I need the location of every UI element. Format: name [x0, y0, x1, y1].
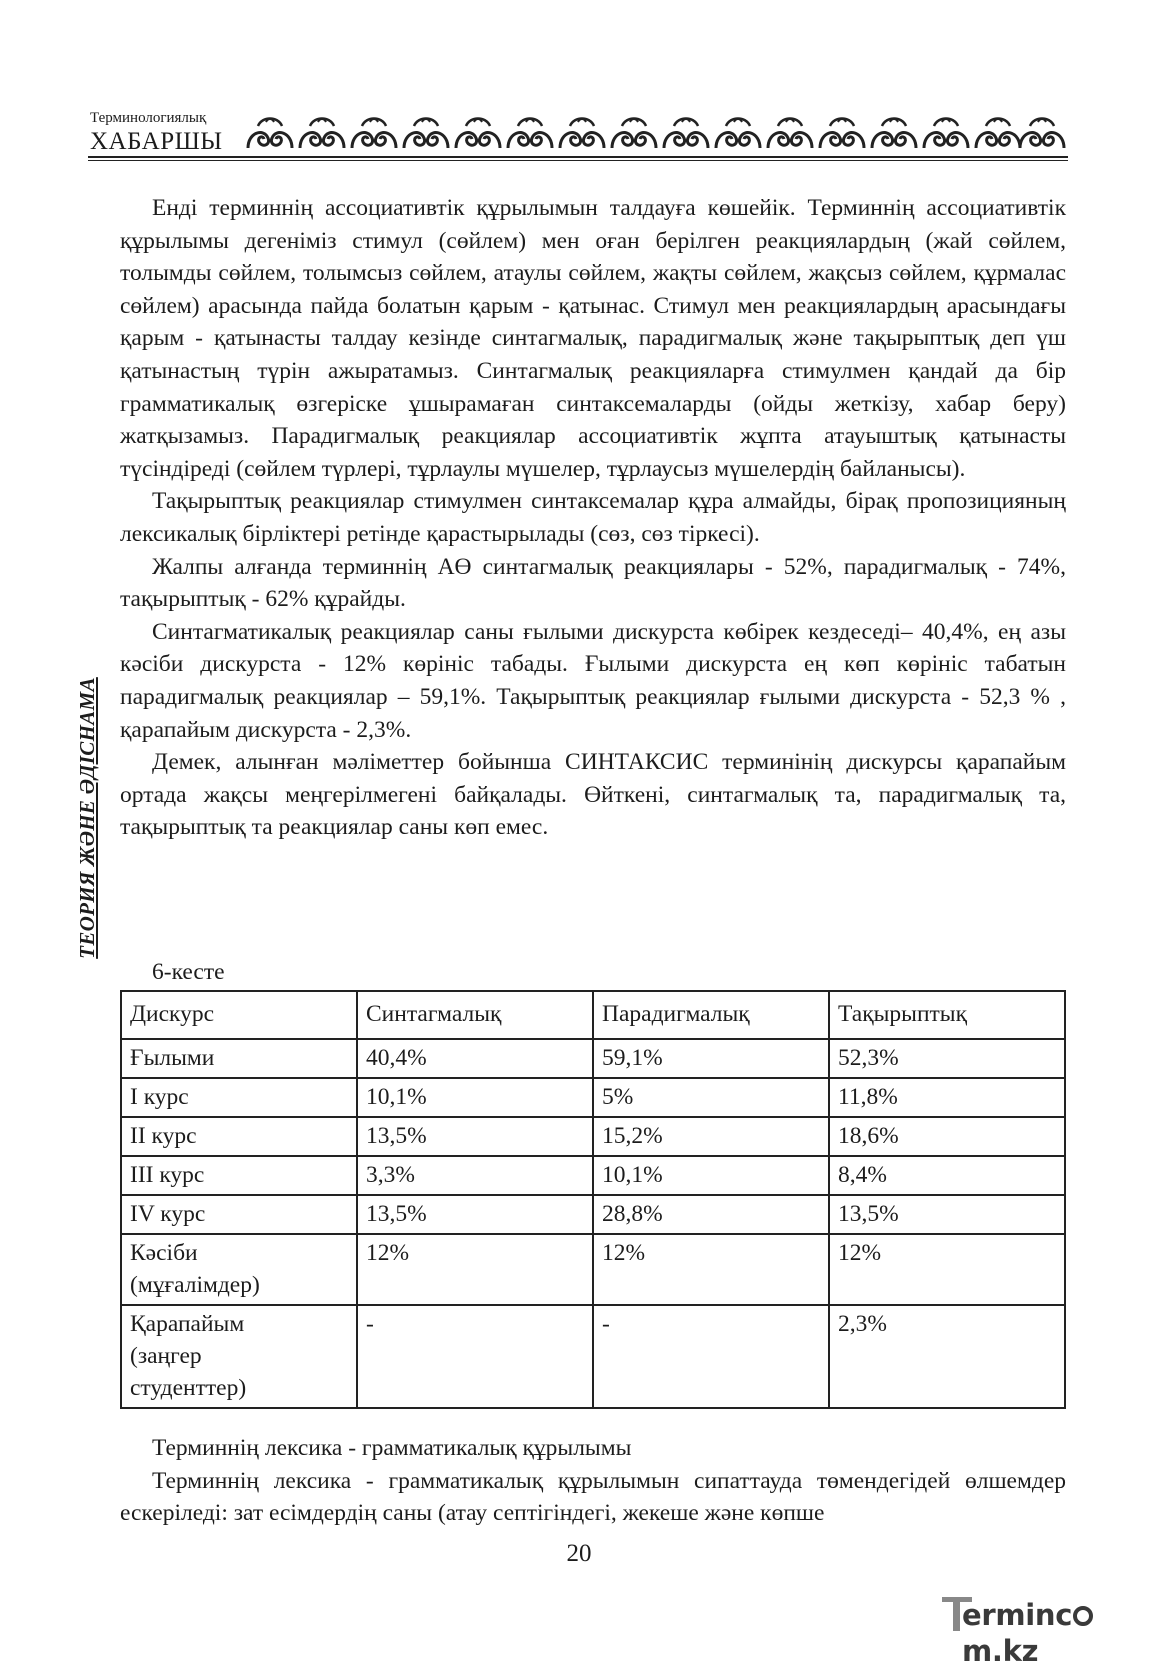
table-row: [121, 1156, 1065, 1195]
table-row: [121, 1039, 1065, 1078]
article-body: [120, 192, 1066, 844]
paragraph: Тақырыптық реакциялар стимулмен синтаксемалар құра алмайды, бірақ пропозицияның лексикалық бірліктері ретінде қарастырылады (сөз, сөз тіркесі).: [120, 488, 1066, 547]
paragraph: Демек, алынған мәліметтер бойынша СИНТАКСИС терминінің дискурсы қарапайым ортада жақсы меңгерілмегені байқалады. Өйткені, синтагмалық та, парадигмалық та, тақырыптық та реакциялар саны көп емес.: [120, 749, 1066, 841]
table-cell: 13,5%: [357, 1117, 593, 1156]
table-cell: 2,3%: [829, 1305, 1065, 1408]
table-cell: 18,6%: [829, 1117, 1065, 1156]
ornament-border-icon: [244, 112, 1068, 154]
table-header-cell: Синтагмалық: [357, 991, 593, 1039]
table-row: [121, 1305, 1065, 1408]
table-caption: 6-кесте: [152, 959, 225, 985]
table-cell: 3,3%: [357, 1156, 593, 1195]
table-cell: 12%: [829, 1234, 1065, 1305]
logo-t-stem: [953, 1601, 960, 1631]
paragraph: Жалпы алғанда терминнің АӨ синтагмалық реакциялары - 52%, парадигмалық - 74%, тақырыптық - 62% құрайды.: [120, 553, 1066, 613]
paragraph: Терминнің лексика - грамматикалық құрылымын сипаттауда төмендегідей өлшемдер ескеріледі: зат есімдердің саны (атау септігіндегі, жекеше және көпше: [120, 1467, 1066, 1527]
table-cell: 8,4%: [829, 1156, 1065, 1195]
table-cell: 59,1%: [593, 1039, 829, 1078]
table-cell: Кәсіби (мұғалімдер): [121, 1234, 357, 1305]
data-table: [120, 990, 1066, 1409]
paragraph: Синтагматикалық реакциялар саны ғылыми дискурста көбірек кездеседі– 40,4%, ең азы кәсіби дискурста - 12% көрініс табады. Ғылыми дискурста ең көп көрініс табатын парадигмалық реакциялар – 59,1%. Тақырыптық реакциялар ғылыми дискурста - 52,3 % , қарапайым дискурста - 2,3%.: [120, 618, 1066, 743]
table-cell: ІІІ курс: [121, 1156, 357, 1195]
table-cell: 28,8%: [593, 1195, 829, 1234]
table-cell: -: [357, 1305, 593, 1408]
table-cell: Қарапайым (заңгер студенттер): [121, 1305, 357, 1408]
site-logo: [942, 1597, 1154, 1668]
section-heading: Терминнің лексика - грамматикалық құрылымы: [152, 1435, 632, 1461]
article-body-continued: [120, 1432, 1066, 1530]
table-row: [121, 1117, 1065, 1156]
table-cell: 12%: [593, 1234, 829, 1305]
table-row: [121, 1234, 1065, 1305]
table-cell: 13,5%: [829, 1195, 1065, 1234]
header-rule: [88, 156, 1068, 158]
table-cell: І курс: [121, 1078, 357, 1117]
table-cell: 40,4%: [357, 1039, 593, 1078]
table-cell: ІV курс: [121, 1195, 357, 1234]
table-header-cell: Парадигмалық: [593, 991, 829, 1039]
journal-header: [88, 110, 1068, 162]
journal-title: ХАБАРШЫ: [90, 128, 223, 155]
logo-text: ermincm.kz: [962, 1597, 1154, 1669]
section-side-label: ТЕОРИЯ ЖӘНЕ ӘДІСНАМА: [75, 677, 99, 959]
table-cell: 5%: [593, 1078, 829, 1117]
table-cell: Ғылыми: [121, 1039, 357, 1078]
table-cell: 11,8%: [829, 1078, 1065, 1117]
table-cell: 52,3%: [829, 1039, 1065, 1078]
table-row: [121, 1195, 1065, 1234]
table-cell: -: [593, 1305, 829, 1408]
table-cell: 10,1%: [593, 1156, 829, 1195]
table-cell: 12%: [357, 1234, 593, 1305]
journal-title-small: Терминологиялық: [90, 110, 207, 126]
paragraph: Енді терминнің ассоциативтік құрылымын талдауға көшейік. Терминнің ассоциативтік құрылымы дегеніміз стимул (сөйлем) мен оған берілген реакциялардың (жай сөйлем, толымды сөйлем, толымсыз сөйлем, атаулы сөйлем, жақты сөйлем, жақсыз сөйлем, құрмалас сөйлем) арасында пайда болатын қарым - қатынас. Стимул мен реакциялардың арасындағы қарым - қатынасты талдау кезінде синтагмалық, парадигмалық және тақырыптық деп үш қатынастың түрін ажыратамыз. Синтагмалық реакцияларға стимулмен қандай да бір грамматикалық өзгеріске ұшырамаған синтаксемаларды (ойды жеткізу, хабар беру) жатқызамыз. Парадигмалық реакциялар ассоциативтік жұпта атауыштық қатынасты түсіндіреді (сөйлем түрлері, тұрлаулы мүшелер, тұрлаусыз мүшелердің байланысы).: [120, 195, 1066, 482]
table-cell: 10,1%: [357, 1078, 593, 1117]
page-number: 20: [566, 1540, 592, 1567]
table-cell: 13,5%: [357, 1195, 593, 1234]
table-cell: ІІ курс: [121, 1117, 357, 1156]
table-row: [121, 1078, 1065, 1117]
table-header-cell: Тақырыптық: [829, 991, 1065, 1039]
header-rule-thin: [88, 160, 1068, 161]
table-header-row: [121, 991, 1065, 1039]
table-cell: 15,2%: [593, 1117, 829, 1156]
table-header-cell: Дискурс: [121, 991, 357, 1039]
